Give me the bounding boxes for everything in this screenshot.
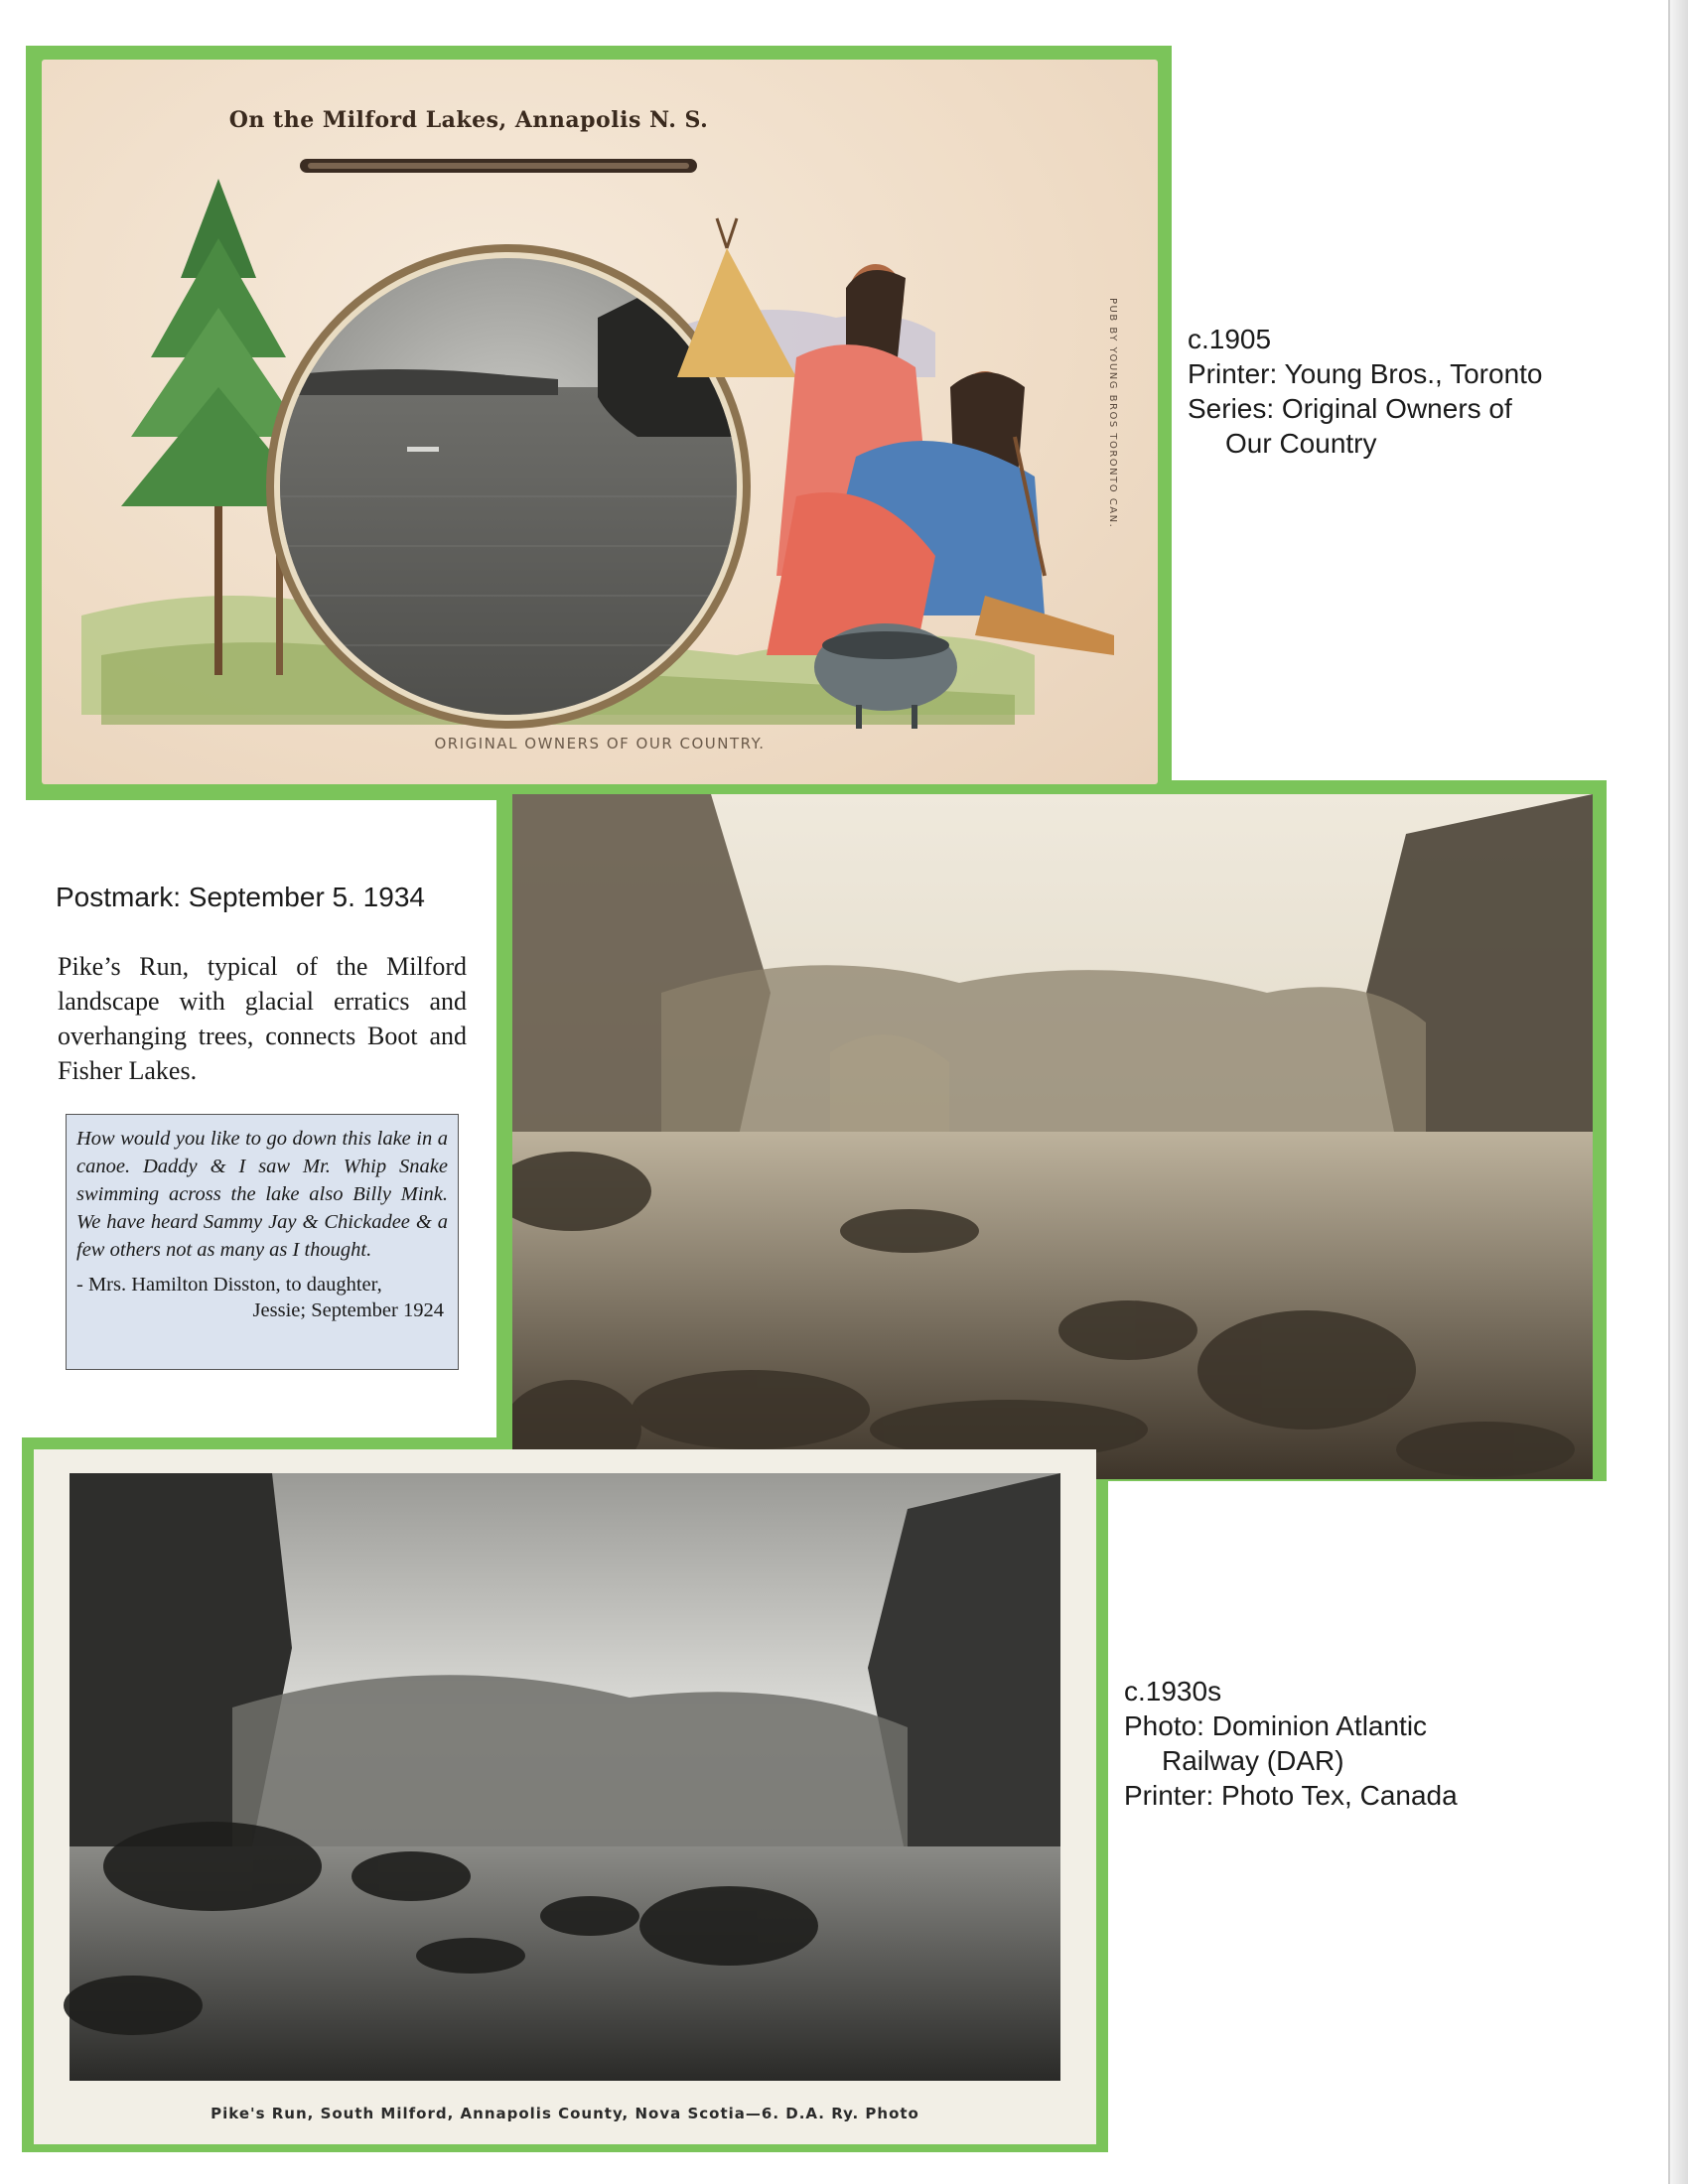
card1-date: c.1905: [1188, 324, 1272, 354]
page-edge: [1668, 0, 1688, 2184]
card3-photo-credit: Photo: Dominion Atlantic: [1124, 1710, 1428, 1741]
card3-notes: [1124, 1674, 1458, 1813]
card1-title: On the Milford Lakes, Annapolis N. S.: [228, 107, 709, 133]
card1-series-cont: Our Country: [1225, 428, 1377, 459]
card1-publisher-imprint: PUB BY YOUNG BROS TORONTO CAN.: [1107, 298, 1118, 529]
teepee-illustration: [677, 218, 796, 377]
attribution-line1: - Mrs. Hamilton Disston, to daughter,: [76, 1274, 382, 1296]
card2-description: Pike’s Run, typical of the Milford landscape with glacial erratics and overhanging trees, connects Boot and Fisher Lakes.: [58, 952, 467, 1085]
card2-postmark: Postmark: September 5. 1934: [56, 882, 425, 912]
card1-series: Series: Original Owners of: [1188, 393, 1512, 424]
quote-text: How would you like to go down this lake in a canoe. Daddy & I saw Mr. Whip Snake swimming across the lake also Billy Mink. We have heard Sammy Jay & Chickadee & a few others not as many as I thought.: [76, 1128, 448, 1261]
quote-attribution: [76, 1272, 448, 1323]
lake-photo-vignette: [266, 244, 751, 729]
card3-photo: [34, 1449, 1096, 2144]
ornament-band: [300, 159, 697, 173]
card3-photo-credit-cont: Railway (DAR): [1162, 1745, 1344, 1776]
card3-printer: Printer: Photo Tex, Canada: [1124, 1780, 1458, 1811]
card1-printer: Printer: Young Bros., Toronto: [1188, 358, 1543, 389]
card3-caption: Pike's Run, South Milford, Annapolis County, Nova Scotia—6. D.A. Ry. Photo: [211, 2105, 919, 2122]
card1-caption: ORIGINAL OWNERS OF OUR COUNTRY.: [434, 735, 766, 752]
attribution-line2: Jessie; September 1924: [252, 1299, 444, 1321]
card1-notes: [1188, 322, 1543, 461]
quote-box: [66, 1114, 459, 1370]
card3-date: c.1930s: [1124, 1676, 1222, 1706]
postcard-pikes-run-dar: [34, 1449, 1096, 2144]
postcard-milford-lakes: [42, 60, 1158, 784]
postcard-pikes-run-rppc: [512, 794, 1593, 1479]
card1-illustration: [42, 60, 1158, 784]
card2-photo: [512, 794, 1593, 1479]
